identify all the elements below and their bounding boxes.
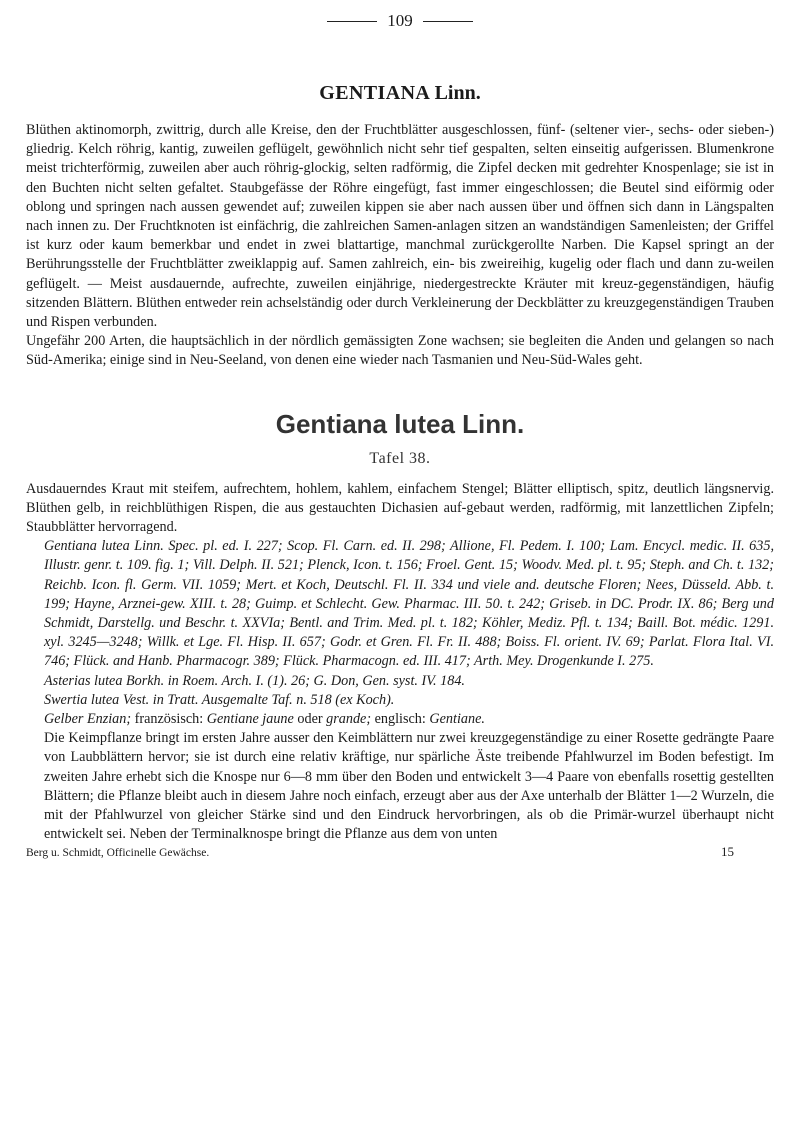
page-number: 109	[387, 11, 413, 30]
plate-reference: Tafel 38.	[369, 449, 431, 467]
family-heading	[26, 82, 774, 105]
common-name-or: oder	[297, 711, 323, 728]
page-footer	[26, 844, 774, 860]
literature-references: Gentiana lutea Linn. Spec. pl. ed. I. 227; Scop. Fl. Carn. ed. II. 298; Allione, Fl. Pedem. I. 100; Lam. Encycl. medic. II. 635, Illustr. genr. t. 109. fig. 1; Vill. Delph. II. 521; Plenck, Icon. t. 156; Froel. Gent. 15; Woodv. Med. pl. t. 95; Steph. and Ch. t. 132; Reichb. Icon. fl. Germ. VII. 1059; Mert. et Koch, Deutschl. Fl. II. 334 und viele and. deutsche Floren; Nees, Düsseld. Abb. t. 199; Hayne, Arznei-gew. XIII. t. 28; Guimp. et Schlecht. Gew. Pharmac. III. 50. t. 242; Griseb. in DC. Prodr. IX. 86; Berg und Schmidt, Darstellg. und Beschr. t. XXVIa; Bentl. and Trim. Med. pl. t. 182; Köhler, Mediz. Pfl. t. 134; Baill. Bot. médic. 1291. xyl. 3245—3248; Willk. et Lge. Fl. Hisp. II. 657; Godr. et Gren. Fl. Fr. II. 488; Boiss. Fl. orient. IV. 69; Parlat. Flora Ital. VI. 746; Flück. and Hanb. Pharmacogr. 389; Flück. Pharmacogn. ed. III. 417; Arth. Mey. Drogenkunde I. 275.	[44, 538, 774, 670]
book-page	[0, 10, 800, 1147]
printer-signature: Berg u. Schmidt, Officinelle Gewächse.	[26, 846, 210, 859]
common-name-french-alt: grande;	[326, 711, 372, 728]
header-rule-right	[423, 21, 473, 22]
common-names	[26, 710, 774, 729]
family-distribution: Ungefähr 200 Arten, die hauptsächlich in der nördlich gemässigten Zone wachsen; sie begleiten die Anden und gelangen so nach Süd-Amerika; einige sind in Neu-Seeland, von denen eine wieder nach Tasmanien und Neu-Süd-Wales geht.	[26, 333, 774, 369]
species-description: Ausdauerndes Kraut mit steifem, aufrechtem, hohlem, kahlem, einfachem Stengel; Blätter elliptisch, spitz, deutlich längsnervig. Blüthen gelb, in reichblüthigen Rispen, die aus gestauchten Dichasien auf-gebaut werden, radförmig, mit lanzettlichen Zipfeln; Staubblätter hervorragend.	[26, 480, 774, 536]
species-name: Gentiana lutea	[275, 408, 455, 439]
common-name-german: Gelber Enzian;	[44, 711, 132, 728]
common-name-french-label: französisch:	[134, 711, 204, 728]
sheet-number: 15	[721, 843, 734, 859]
common-name-english-label: englisch:	[374, 711, 426, 728]
species-author: Linn.	[462, 408, 525, 439]
family-author: Linn.	[434, 82, 481, 104]
germination-paragraph: Die Keimpflanze bringt im ersten Jahre ausser den Keimblättern nur zwei kreuzgegenständige zu einer Rosette gedrängte Paare von Laubblättern hervor; sie ist durch eine relativ kräftige, nur spärliche Äste treibende Pfahlwurzel im Boden befestigt. Im zweiten Jahre erhebt sich die Knospe nur 6—8 mm über den Boden und entwickelt 3—4 Paare von ebenfalls rosettig gestellten Blättern; die Pflanze bleibt auch in diesem Jahre noch einfach, erzeugt aber aus der Axe unterhalb der Blätter 1—2 Wurzeln, die mit der Pfahlwurzel von gleicher Stärke sind und den Eindruck hervorbringen, als ob die Primär-wurzel überhaupt nicht entwickelt sei. Neben der Terminalknospe bringt die Pflanze aus dem von unten	[44, 730, 774, 843]
common-name-french: Gentiane jaune	[206, 711, 294, 728]
synonym-swertia: Swertia lutea Vest. in Tratt. Ausgemalte Taf. n. 518 (ex Koch).	[44, 691, 395, 708]
header-rule-left	[327, 21, 377, 22]
page-header	[26, 10, 774, 32]
common-name-english: Gentiane.	[429, 711, 485, 728]
synonym-asterias: Asterias lutea Borkh. in Roem. Arch. I. (1). 26; G. Don, Gen. syst. IV. 184.	[44, 672, 465, 689]
species-heading	[26, 409, 774, 440]
family-name: GENTIANA	[319, 82, 430, 104]
family-description: Blüthen aktinomorph, zwittrig, durch alle Kreise, den der Fruchtblätter ausgeschlossen, fünf- (seltener vier-, sechs- oder sieben-) gliedrig. Kelch röhrig, kantig, zuweilen geflügelt, gewöhnlich nicht sehr tief gespalten, selten einseitig aufgerissen. Blumenkrone meist trichterförmig, zuweilen aber auch röhrig-glockig, selten radförmig, die Zipfel decken mit gedrehter Knospenlage; sie ist in den Buchten nicht selten gefaltet. Staubgefässe der Röhre eingefügt, fast immer eingeschlossen; die Beutel sind eiförmig oder oblong und springen nach aussen gewendet auf; zuweilen kippen sie aber nach aussen über und öffnen sich dann in Längspalten nach innen zu. Der Fruchtknoten ist einfächrig, die zahlreichen Samen-anlagen sitzen an wandständigen Samenleisten; der Griffel ist kurz oder kaum bemerkbar und endet in zwei blattartige, manchmal zurückgerollte Narben. Die Kapsel springt an der Berührungsstelle der Fruchtblätter zweiklappig auf. Samen zahlreich, ein- bis zweireihig, kugelig oder flach und dann zu-weilen geflügelt. — Meist ausdauernde, aufrechte, zuweilen einjährige, niedergestreckte Kräuter mit kreuz-gegenständigen, häufig sitzenden Blättern. Blüthen entweder rein achselständig oder durch Verkleinerung der Deckblätter zu kreuzgegenständigen Trauben und Rispen verbunden.	[26, 122, 774, 331]
